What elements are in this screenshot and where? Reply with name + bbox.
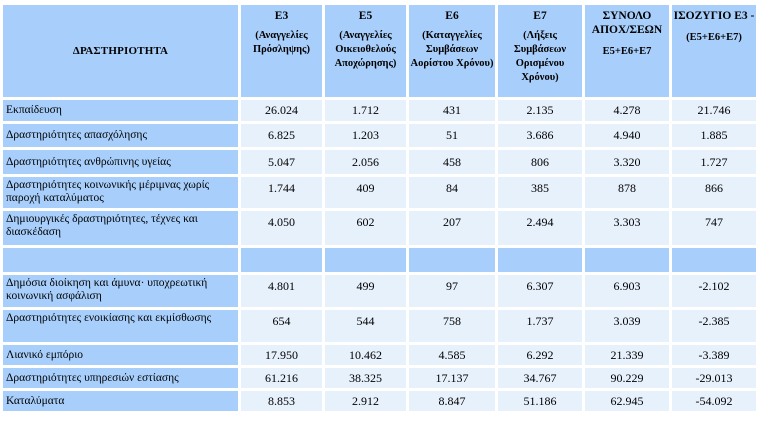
cell-e3: 17.950 [241,345,322,365]
cell-e5: 2.056 [325,150,406,174]
table-row [3,310,756,342]
row-label: Δραστηριότητες υπηρεσιών εστίασης [3,368,238,388]
header-e3 [241,5,322,97]
cell-e6: 17.137 [409,368,495,388]
cell-total: 4.940 [585,124,669,147]
cell-balance: -29.013 [672,368,756,388]
table-row [3,345,756,365]
cell-e5: 1.712 [325,100,406,121]
cell-e5: 409 [325,177,406,208]
table-row [3,211,756,245]
table-row [3,177,756,208]
cell-total: 4.278 [585,100,669,121]
header-e7 [498,5,582,97]
row-label: Δραστηριότητες ανθρώπινης υγείας [3,150,238,174]
cell-e7: 51.186 [498,391,582,411]
header-e5-desc: (Αναγγελίες Οικειοθελούς Αποχώρησης) [334,30,397,69]
blank-cell [241,248,322,272]
cell-balance: 866 [672,177,756,208]
blank-cell [325,248,406,272]
cell-e5: 499 [325,275,406,307]
blank-cell [672,248,756,272]
table-row [3,100,756,121]
cell-e7: 6.307 [498,275,582,307]
cell-e7: 2.135 [498,100,582,121]
blank-cell [498,248,582,272]
cell-e6: 8.847 [409,391,495,411]
cell-e3: 654 [241,310,322,342]
cell-total: 21.339 [585,345,669,365]
cell-e6: 758 [409,310,495,342]
cell-e6: 207 [409,211,495,245]
cell-e5: 1.203 [325,124,406,147]
row-label: Δραστηριότητες απασχόλησης [3,124,238,147]
header-balance [672,5,756,97]
header-e7-desc: (Λήξεις Συμβάσεων Ορισμένου Χρόνου) [513,30,567,83]
cell-e7: 6.292 [498,345,582,365]
header-e6-desc: (Καταγγελίες Συμβάσεων Αορίστου Χρόνου) [410,30,494,69]
cell-e3: 5.047 [241,150,322,174]
cell-balance: -3.389 [672,345,756,365]
header-e6 [409,5,495,97]
cell-e7: 385 [498,177,582,208]
cell-e3: 6.825 [241,124,322,147]
row-label: Δημόσια διοίκηση και άμυνα· υποχρεωτική κοινωνική ασφάλιση [3,275,238,307]
cell-e7: 3.686 [498,124,582,147]
cell-balance: -54.092 [672,391,756,411]
header-row [3,5,756,97]
cell-total: 3.303 [585,211,669,245]
table-row [3,124,756,147]
header-e3-code: Ε3 [274,10,289,22]
cell-total: 62.945 [585,391,669,411]
cell-total: 878 [585,177,669,208]
cell-balance: -2.102 [672,275,756,307]
cell-balance: 747 [672,211,756,245]
header-e6-code: Ε6 [445,10,459,22]
cell-total: 90.229 [585,368,669,388]
cell-balance: -2.385 [672,310,756,342]
cell-e3: 4.050 [241,211,322,245]
header-e3-desc: (Αναγγελίες Πρόσληψης) [253,30,310,55]
cell-total: 3.320 [585,150,669,174]
header-e7-code: Ε7 [533,10,547,22]
blank-cell [3,248,238,272]
row-label: Δημιουργικές δραστηριότητες, τέχνες και διασκέδαση [3,211,238,245]
header-total-exits [585,5,669,97]
cell-e7: 806 [498,150,582,174]
header-e5-code: Ε5 [358,10,373,22]
header-activity: ΔΡΑΣΤΗΡΙΟΤΗΤΑ [3,5,238,97]
header-balance-desc: (Ε5+Ε6+Ε7) [686,32,742,43]
cell-e7: 34.767 [498,368,582,388]
table-row [3,275,756,307]
cell-e6: 431 [409,100,495,121]
cell-e6: 51 [409,124,495,147]
row-label: Εκπαίδευση [3,100,238,121]
employment-flows-table [0,2,759,414]
spacer-row [3,248,756,272]
cell-balance: 1.885 [672,124,756,147]
header-total-desc: Ε5+Ε6+Ε7 [602,46,652,57]
cell-e3: 26.024 [241,100,322,121]
cell-total: 6.903 [585,275,669,307]
blank-cell [585,248,669,272]
cell-e6: 458 [409,150,495,174]
cell-e5: 544 [325,310,406,342]
row-label: Δραστηριότητες ενοικίασης και εκμίσθωσης [3,310,238,342]
cell-e5: 2.912 [325,391,406,411]
header-balance-code: ΙΣΟΖΥΓΙΟ Ε3 - [673,10,755,22]
cell-e6: 97 [409,275,495,307]
cell-e7: 2.494 [498,211,582,245]
table-row [3,150,756,174]
cell-e5: 38.325 [325,368,406,388]
cell-balance: 21.746 [672,100,756,121]
cell-balance: 1.727 [672,150,756,174]
cell-e3: 1.744 [241,177,322,208]
header-total-code: ΣΥΝΟΛΟ ΑΠΟΧ/ΣΕΩΝ [591,10,663,36]
cell-e7: 1.737 [498,310,582,342]
cell-e3: 8.853 [241,391,322,411]
header-e5 [325,5,406,97]
cell-e5: 10.462 [325,345,406,365]
blank-cell [409,248,495,272]
cell-e3: 4.801 [241,275,322,307]
cell-e6: 84 [409,177,495,208]
cell-e3: 61.216 [241,368,322,388]
cell-total: 3.039 [585,310,669,342]
row-label: Καταλύματα [3,391,238,411]
table-row [3,391,756,411]
cell-e6: 4.585 [409,345,495,365]
row-label: Δραστηριότητες κοινωνικής μέριμνας χωρίς παροχή καταλύματος [3,177,238,208]
row-label: Λιανικό εμπόριο [3,345,238,365]
table-row [3,368,756,388]
cell-e5: 602 [325,211,406,245]
